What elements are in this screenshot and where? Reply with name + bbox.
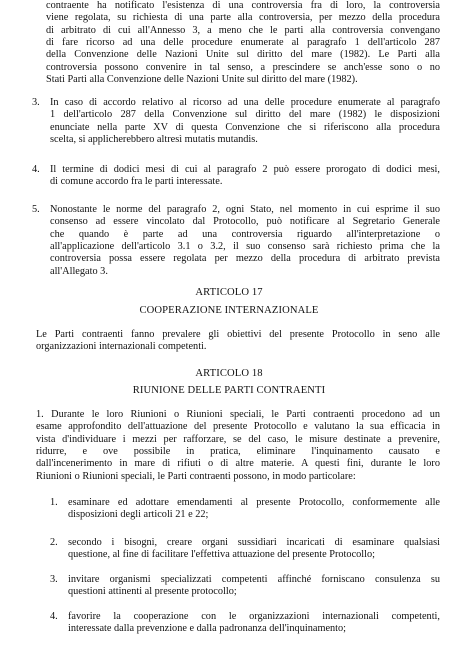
text-line: controversia possono convenire in tal senso, a prescindere se anch'esse sono o no	[46, 61, 440, 73]
text-line: Il termine di dodici mesi di cui al paragrafo 2 può essere prorogato di dodici mesi,	[50, 164, 440, 175]
text-line: organizzazioni internazionali competenti.	[36, 341, 207, 353]
paragraph-4	[50, 164, 440, 189]
text-line: esame approfondito dell'attuazione del presente Protocollo e valutano la sua efficacia in	[36, 421, 440, 433]
article-17-body	[36, 329, 440, 354]
text-line: viene regolata, su richiesta di una parte alla controversia, per mezzo della procedura	[46, 12, 440, 24]
text-line: 1. Durante le loro Riunioni o Riunioni speciali, le Parti contraenti procedono ad un	[36, 409, 440, 420]
article-18-title: ARTICOLO 18	[195, 368, 263, 379]
text-line: questione, al fine di facilitare l'effettiva attuazione del presente Protocollo;	[68, 549, 376, 561]
article-17-subtitle: COOPERAZIONE INTERNAZIONALE	[139, 305, 319, 316]
text-line: Nonostante le norme del paragrafo 2, ogni Stato, nel momento in cui esprime il suo	[50, 204, 440, 215]
text-line: interessate dalla prevenzione e dalla padronanza dell'inquinamento;	[68, 623, 347, 635]
continued-paragraph	[46, 0, 440, 86]
text-line: ridurre, e ove possibile in pratica, eliminare l'inquinamento causato e	[36, 446, 440, 458]
text-line: vista d'individuare i mezzi per rafforzare, se del caso, le misure destinate a prevenire,	[36, 433, 440, 445]
text-line: secondo i bisogni, creare organi sussidiari incaricati di esaminare qualsiasi	[68, 537, 440, 548]
list-item	[68, 497, 440, 522]
text-line: Le Parti contraenti fanno prevalere gli obiettivi del presente Protocollo in seno alle	[36, 329, 440, 340]
text-line: all'Allegato 3.	[50, 265, 108, 277]
article-18-subtitle: RIUNIONE DELLE PARTI CONTRAENTI	[132, 385, 326, 396]
paragraph-number: 3.	[32, 97, 40, 108]
text-line: controversia possa essere regolata per mezzo della procedura di arbitrato prevista	[50, 253, 440, 265]
text-line: esaminare ed adottare emendamenti al presente Protocollo, conformemente alle	[68, 497, 440, 508]
text-line: di arbitrato di cui all'Annesso 3, a meno che le parti alla controversia convengano	[46, 24, 440, 36]
text-line: disposizioni degli articoli 21 e 22;	[68, 509, 209, 521]
text-line: della Convenzione delle Nazioni Unite sul diritto del mare (1982). Le Parti alla	[46, 49, 440, 61]
text-line: In caso di accordo relativo al ricorso ad una delle procedure enumerate al paragrafo	[50, 97, 440, 108]
text-line: favorire la cooperazione con le organizzazioni internazionali competenti,	[68, 611, 440, 622]
list-item-number: 4.	[50, 611, 58, 622]
paragraph-number: 4.	[32, 164, 40, 175]
list-item-number: 1.	[50, 497, 58, 508]
list-item-number: 3.	[50, 574, 58, 585]
text-line: scelta, si applicherebbero altresì mutatis mutandis.	[50, 134, 258, 146]
text-line: di fare ricorso ad una delle procedure enumerate al paragrafo 1 dell'articolo 287	[46, 37, 440, 49]
text-line: Riunioni o Riunioni speciali, le Parti contraenti possono, in modo particolare:	[36, 470, 356, 482]
text-line: 1 dell'articolo 287 della Convenzione sul diritto del mare (1982) le disposizioni	[50, 109, 440, 121]
text-line: Stati Parti alla Convenzione delle Nazioni Unite sul diritto del mare (1982).	[46, 74, 358, 86]
text-line: che quando è parte ad una controversia riguardo all'interpretazione o	[50, 228, 440, 240]
paragraph-3	[50, 97, 440, 146]
article-17-title: ARTICOLO 17	[195, 287, 263, 298]
list-item	[68, 574, 440, 599]
text-line: contraente ha notificato l'esistenza di una controversia fra di loro, la controversia	[46, 0, 440, 11]
list-item	[68, 537, 440, 562]
text-line: consenso ad essere vincolato dal Protocollo, può notificare al Segretario Generale	[50, 216, 440, 228]
text-line: invitare organismi specializzati competenti affinché forniscano consulenza su	[68, 574, 440, 585]
paragraph-number: 5.	[32, 204, 40, 215]
text-line: questioni attinenti al presente protocollo;	[68, 586, 237, 598]
text-line: all'applicazione dell'articolo 3.1 o 3.2, il suo consenso sarà richiesto prima che la	[50, 241, 440, 253]
article-18-paragraph-1	[36, 409, 440, 483]
text-line: enunciate nella parte XV di questa Convenzione che si riferiscono alla procedura	[50, 121, 440, 133]
text-line: dall'incenerimento in mare di rifiuti o di altre materie. A questi fini, durante le loro	[36, 458, 440, 470]
text-line: di comune accordo fra le parti interessate.	[50, 176, 223, 188]
list-item-number: 2.	[50, 537, 58, 548]
list-item	[68, 611, 440, 636]
paragraph-5	[50, 204, 440, 278]
